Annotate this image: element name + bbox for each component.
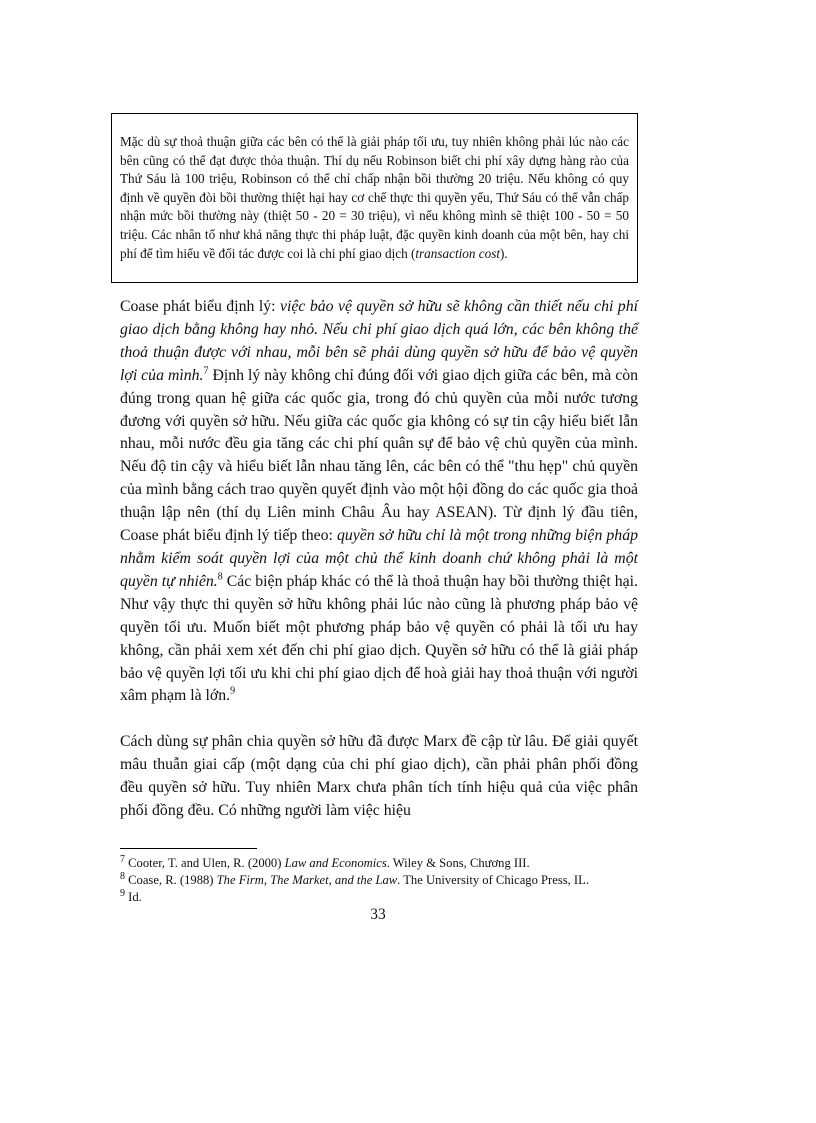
footnote-title: The Firm, The Market, and the Law bbox=[216, 873, 398, 887]
footnote-title: Law and Economics bbox=[284, 856, 387, 870]
footnote-ref-8[interactable]: 8 bbox=[217, 571, 223, 583]
footnote-9 bbox=[120, 889, 680, 906]
text-run: Các biện pháp khác có thể là thoả thuận hay bồi thường thiệt hại. Như vậy thực thi quyền sở hữu không phải lúc nào cũng là phương pháp bảo vệ quyền tối ưu. Muốn biết một phương pháp bảo vệ quyền có phải là tối ưu hay không, cần phải xem xét đến chi phí giao dịch. Quyền sở hữu có thể là giải pháp bảo vệ quyền lợi tối ưu khi chi phí giao dịch để hoà giải hay thoả thuận với người xâm phạm là lớn. bbox=[120, 572, 639, 705]
footnote-text: . Wiley & Sons, Chương III. bbox=[386, 856, 530, 870]
footnote-7 bbox=[120, 855, 680, 872]
paragraph-marx: Cách dùng sự phân chia quyền sở hữu đã được Marx đề cập từ lâu. Để giải quyết mâu thuẫn giai cấp (một dạng của chi phí giao dịch), cần phải phân phối đồng đều quyền sở hữu. Tuy nhiên Marx chưa phân tích tính hiệu quả của việc phân phối đồng đều. Có những người làm việc hiệu bbox=[120, 733, 638, 819]
italic-theorem-2: quyền sở hữu chỉ là một trong những biện pháp nhằm kiểm soát quyền lợi của một chủ thể kinh doanh chứ không phải là một quyền tự nhiên bbox=[120, 527, 638, 590]
footnote-ref-7[interactable]: 7 bbox=[203, 365, 209, 377]
footnote-text: Id. bbox=[125, 890, 142, 904]
paragraph-coase-theorem bbox=[120, 296, 638, 708]
text-run: . bbox=[213, 572, 218, 590]
italic-theorem-1: việc bảo vệ quyền sở hữu sẽ không cần thiết nếu chi phí giao dịch bằng không hay nhỏ. Nếu chi phí giao dịch quá lớn, các bên không thể thoả thuận được với nhau, mỗi bên sẽ phải dùng quyền sở hữu để bảo vệ quyền lợi của mình bbox=[120, 298, 638, 384]
footnote-separator bbox=[120, 848, 257, 849]
footnote-number: 8 bbox=[120, 870, 125, 882]
footnote-8 bbox=[120, 872, 680, 889]
textbox-paragraph bbox=[120, 133, 629, 263]
text-run: Định lý này không chỉ đúng đối với giao dịch giữa các bên, mà còn đúng trong quan hệ giữa các quốc gia, trong đó chủ quyền của mỗi nước tương đương với quyền sở hữu. Nếu giữa các quốc gia không có sự tin cậy hiểu biết lẫn nhau, mỗi nước đều gia tăng các chi phí quân sự để bảo vệ chủ quyền của mình. Nếu độ tin cậy và hiểu biết lẫn nhau tăng lên, các bên có thể "thu hẹp" chủ quyền của mình bằng cách trao quyền quyết định vào một hội đồng do các quốc gia thoả thuận lập nên (thí dụ Liên minh Châu Âu hay ASEAN). Từ định lý đầu tiên, Coase phát biểu định lý tiếp theo: bbox=[120, 366, 638, 545]
textbox-text-end: ). bbox=[500, 245, 508, 261]
footnote-number: 7 bbox=[120, 853, 125, 865]
page-number: 33 bbox=[370, 906, 386, 923]
textbox-text: Mặc dù sự thoả thuận giữa các bên có thể là giải pháp tối ưu, tuy nhiên không phải lúc nào các bên cũng có thể đạt được thỏa thuận. Thí dụ nếu Robinson biết chi phí xây dựng hàng rào của Thứ Sáu là 100 triệu, Robinson có thể chỉ chấp nhận bồi thường 20 triệu. Nếu không có quy định về quyền đòi bồi thường thiệt hại hay cơ chế thực thi quyền yếu, Thứ Sáu có thể vẫn chấp nhận mức bồi thường này (thiệt 50 - 20 = 30 triệu), vì nếu không mình sẽ thiệt 100 - 50 = 50 triệu. Các nhân tố như khả năng thực thi pháp luật, đặc quyền kinh doanh của một bên, hay chi phí để tìm hiểu về đối tác được coi là chi phí giao dịch ( bbox=[120, 134, 629, 261]
footnote-number: 9 bbox=[120, 887, 125, 899]
text-run: . bbox=[199, 366, 204, 384]
example-textbox bbox=[111, 113, 638, 283]
footnote-text: . The University of Chicago Press, IL. bbox=[397, 873, 589, 887]
footnote-ref-9[interactable]: 9 bbox=[230, 686, 236, 698]
footnote-text: Coase, R. (1988) bbox=[125, 873, 217, 887]
text-run: Coase phát biểu định lý: bbox=[120, 298, 280, 315]
textbox-term: transaction cost bbox=[415, 245, 500, 261]
footnote-text: Cooter, T. and Ulen, R. (2000) bbox=[125, 856, 285, 870]
